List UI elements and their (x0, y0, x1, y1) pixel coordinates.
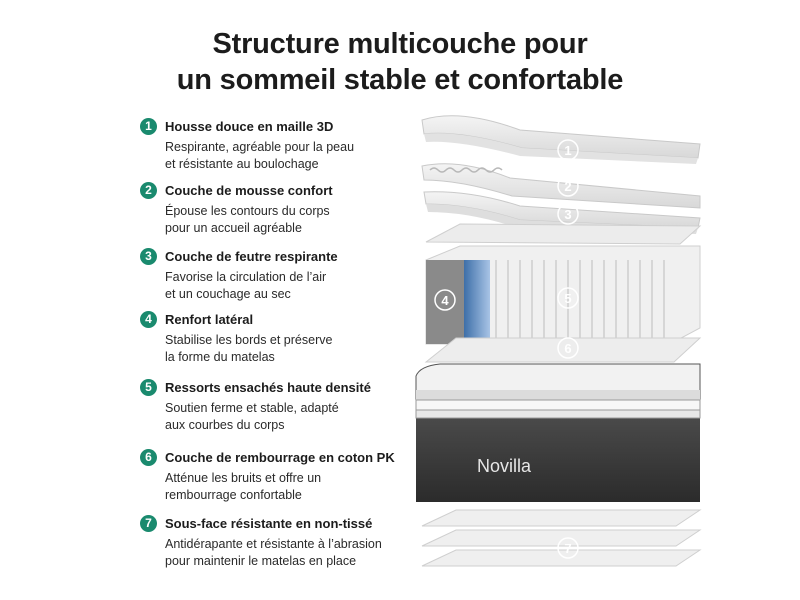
feature-description-line: la forme du matelas (165, 350, 275, 364)
feature-title-7: Sous-face résistante en non-tissé (165, 516, 373, 531)
layer-label-text: 7 (564, 541, 572, 556)
feature-title-5: Ressorts ensachés haute densité (165, 380, 371, 395)
feature-title-6: Couche de rembourrage en coton PK (165, 450, 395, 465)
title-line-2: un sommeil stable et confortable (176, 64, 624, 96)
layer-label-text: 5 (564, 291, 572, 306)
number-badge-5: 5 (140, 379, 157, 396)
number-badge-6: 6 (140, 449, 157, 466)
feature-description-line: rembourrage confortable (165, 488, 302, 502)
feature-description-3 (165, 269, 405, 303)
feature-description-4 (165, 332, 405, 366)
feature-description-6 (165, 470, 405, 504)
edge-springs (464, 260, 490, 344)
feature-description-line: pour maintenir le matelas en place (165, 554, 357, 568)
number-badge-1: 1 (140, 118, 157, 135)
page-title (0, 26, 800, 98)
feature-description-5 (165, 400, 405, 434)
brand-logo: Novilla (476, 456, 532, 476)
layer-pocket-springs (426, 246, 700, 344)
feature-title-1: Housse douce en maille 3D (165, 119, 334, 134)
feature-description-line: pour un accueil agréable (165, 221, 302, 235)
feature-description-7 (165, 536, 405, 570)
number-badge-7: 7 (140, 515, 157, 532)
number-badge-2: 2 (140, 182, 157, 199)
assembled-mattress (416, 364, 700, 502)
feature-description-line: et un couchage au sec (165, 287, 291, 301)
feature-title-4: Renfort latéral (165, 312, 254, 327)
layer-label-text: 4 (441, 293, 449, 308)
feature-description-1 (165, 139, 405, 173)
layer-label-text: 1 (564, 143, 572, 158)
layer-pk-cotton (426, 338, 700, 362)
layer-label-text: 6 (564, 341, 572, 356)
feature-description-line: aux courbes du corps (165, 418, 285, 432)
feature-description-line: Stabilise les bords et préserve (165, 333, 333, 347)
layer-divider-sheet (426, 224, 700, 244)
layer-label-7 (558, 538, 578, 558)
feature-description-2 (165, 203, 405, 237)
layer-nonwoven-bottom (422, 510, 700, 566)
feature-description-line: et résistante au boulochage (165, 157, 319, 171)
feature-title-3: Couche de feutre respirante (165, 249, 338, 264)
feature-title-2: Couche de mousse confort (165, 183, 333, 198)
layer-label-text: 2 (564, 179, 572, 194)
number-badge-4: 4 (140, 311, 157, 328)
feature-description-line: Soutien ferme et stable, adapté (165, 401, 339, 415)
layer-label-text: 3 (564, 207, 572, 222)
mattress-layers-illustration (400, 100, 800, 600)
number-badge-3: 3 (140, 248, 157, 265)
feature-description-line: Épouse les contours du corps (165, 204, 330, 218)
feature-description-line: Atténue les bruits et offre un (165, 471, 322, 485)
title-line-1: Structure multicouche pour (212, 28, 588, 60)
feature-description-line: Antidérapante et résistante à l’abrasion (165, 537, 382, 551)
feature-description-line: Respirante, agréable pour la peau (165, 140, 355, 154)
feature-description-line: Favorise la circulation de l’air (165, 270, 327, 284)
